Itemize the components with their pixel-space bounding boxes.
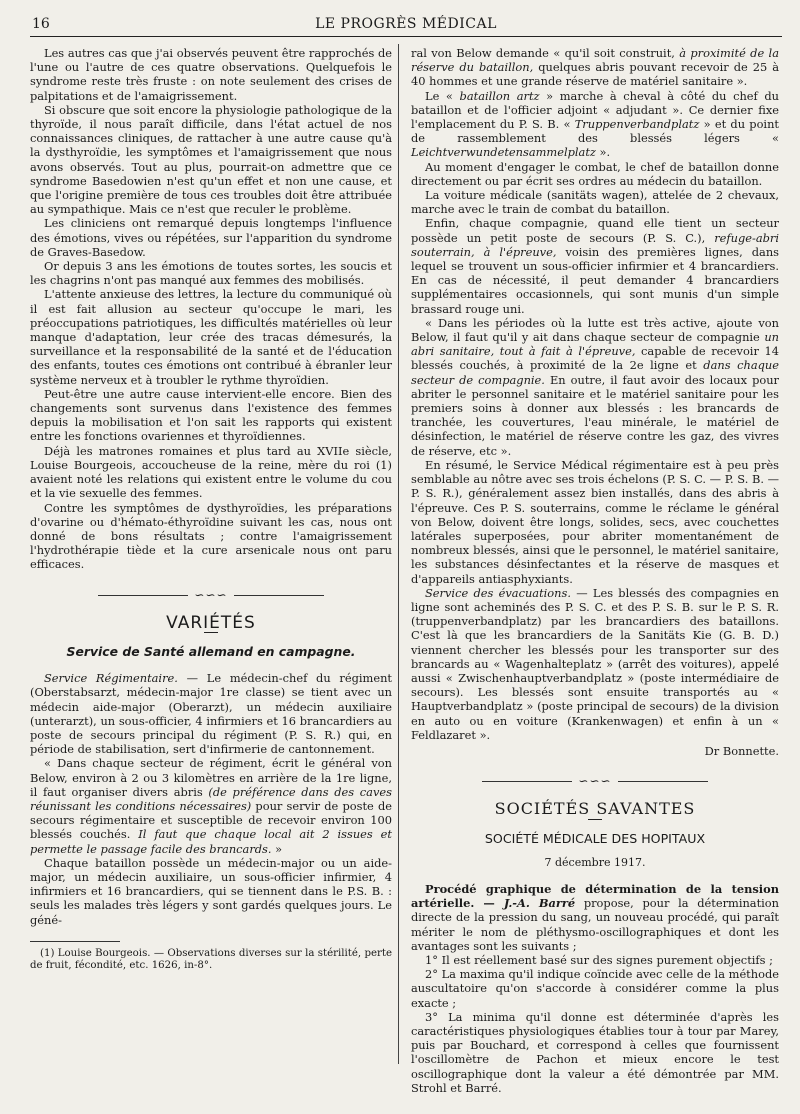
paragraph: La voiture médicale (sanitäts wagen), attelée de 2 chevaux, marche avec le train de combat du bataillon. [411, 188, 779, 217]
paragraph: L'attente anxieuse des lettres, la lecture du communiqué où il est fait allusion au secteur qu'occupe le mari, les préoccupations patriotiques, les difficultés matérielles où leur manque d'adaptation, leur crée des tracas démesurés, la surveillance et la responsabilité de la santé et de l'éducation des enfants, toutes ces émotions ont contribué à ébranler leur système nerveux et à troubler le rythme thyroïdien. [30, 287, 392, 387]
paragraph: Or depuis 3 ans les émotions de toutes sortes, les soucis et les chagrins n'ont pas manqué aux femmes des mobilisés. [30, 259, 392, 288]
article-subtitle: Service de Santé allemand en campagne. [66, 643, 356, 659]
paragraph: 2° La maxima qu'il indique coïncide avec celle de la méthode auscultatoire qu'on s'accorde à considérer comme la plus exacte ; [411, 967, 779, 1010]
paragraph: Service Régimentaire. — Le médecin-chef du régiment (Oberstabsarzt, médecin-major 1re classe) se tient avec un médecin aide-major (Oberarzt), un médecin auxiliaire (unterarzt), un sous-officier, 4 infirmiers et 16 brancardiers au poste de secours principal du régiment (P. S. R.) qui, en période de stabilisation, sert d'infirmerie de cantonnement. [30, 671, 392, 757]
paragraph: 3° La minima qu'il donne est déterminée d'après les caractéristiques physiologiques établies tour à tour par Marey, puis par Bouchard, et correspond à celles que fournissent l'oscillomètre de Pachon et mieux encore le test oscillographique dont la valeur a été démontrée par MM. Strohl et Barré. [411, 1009, 779, 1095]
run-in-heading: Service Régimentaire. [44, 671, 178, 686]
paragraph: Les autres cas que j'ai observés peuvent être rapprochés de l'une ou l'autre de ces quatre observations. Quelquefois le syndrome reste très fruste : on note seulement des crises de palpitations et de l'amaigrissement. [30, 46, 392, 103]
paragraph: « Dans chaque secteur de régiment, écrit le général von Below, environ à 2 ou 3 kilomètres en arrière de la 1re ligne, il faut organiser divers abris (de préférence dans des caves réunissant les conditions nécessaires) pour servir de poste de secours régimentaire et susceptible de recevoir environ 100 blessés couchés. Il faut que chaque local ait 2 issues et permette le passage facile des brancards. » [30, 756, 392, 856]
communication-author: J.-A. Barré [503, 896, 576, 911]
paragraph: Enfin, chaque compagnie, quand elle tient un secteur possède un petit poste de secours (P. S. C.), refuge-abri souterrain, à l'épreuve, voisin des premières lignes, dans lequel se trouvent un sous-officier infirmier et 4 brancardiers. En cas de nécessité, il peut demander 4 brancardiers supplémentaires occasionnels, qui sont munis d'un simple brassard rouge uni. [411, 216, 780, 316]
paragraph: Les cliniciens ont remarqué depuis longtemps l'influence des émotions, vives ou répétées, sur l'apparition du syndrome de Graves-Basedow. [30, 216, 392, 259]
paragraph: Chaque bataillon possède un médecin-major ou un aide-major, un médecin auxiliaire, un sous-officier infirmier, 4 infirmiers et 16 brancardiers, qui se tiennent dans le P.S. B. : seuls les malades très légers y sont gardés quelques jours. Le géné- [30, 855, 392, 927]
footnote-rule [30, 941, 120, 942]
ornament-divider: ∽∽∽ [411, 774, 779, 788]
ornament-divider: ∽∽∽ [30, 588, 392, 602]
paragraph: En résumé, le Service Médical régimentaire est à peu près semblable au nôtre avec ses trois échelons (P. S. C. — P. S. B. — P. S. R.), généralement assez bien installés, dans des abris à l'épreuve. Ces P. S. souterrains, comme le réclame le général von Below, doivent être longs, solides, secs, avec couchettes latérales superposées, pour abriter momentanément de nombreux blessés, ainsi que le personnel, le matériel sanitaire, les substances désinfectantes et la réserve de masques et d'appareils antiasphyxiants. [411, 457, 779, 586]
running-title: LE PROGRÈS MÉDICAL [315, 16, 497, 32]
paragraph: Procédé graphique de détermination de la tension artérielle. — J.-A. Barré propose, pour la détermination directe de la pression du sang, un nouveau procédé, qui paraît mériter le nom de pléthysmo-oscillographiques et dont les avantages sont les suivants ; [411, 881, 779, 953]
page-number: 16 [32, 16, 50, 32]
paragraph: Si obscure que soit encore la physiologie pathologique de la thyroïde, il nous paraît difficile, dans l'état actuel de nos connaissances cliniques, de rattacher à une autre cause qu'à la dysthyroïdie, les symptômes et l'amaigrissement que nous avons observés. Tout au plus, pourrait-on admettre que ce syndrome Basedowien n'est qu'un effet et non une cause, et que l'origine première de tous ces troubles doit être attribuée au sympathique. Mais ce n'est que reculer le problème. [30, 102, 392, 217]
run-in-heading: Service des évacuations. [425, 585, 571, 600]
paragraph: Déjà les matrones romaines et plus tard au XVIIe siècle, Louise Bourgeois, accoucheuse de la reine, mère du roi (1) avaient noté les relations qui existent entre le volume du cou et la vie sexuelle des femmes. [30, 443, 392, 501]
left-column [30, 46, 392, 972]
paragraph: ral von Below demande « qu'il soit construit, à proximité de la réserve du bataillon, quelques abris pouvant recevoir de 25 à 40 hommes et une grande réserve de matériel sanitaire ». [411, 46, 779, 89]
paragraph: Peut-être une autre cause intervient-elle encore. Bien des changements sont survenus dans l'existence des femmes depuis la mobilisation et l'on sait les rapports qui existent entre les fonctions ovariennes et thyroïdiennes. [30, 386, 392, 444]
paragraph: Service des évacuations. — Les blessés des compagnies en ligne sont acheminés des P. S. C. et des P. S. B. sur le P. S. R. (truppenverbandplatz) par les brancardiers des bataillons. C'est là que les brancardiers de la Sanitäts Kie (G. B. D.) viennent chercher les blessés pour les transporter sur des brancards au « Wagenhalteplatz » (arrêt des voitures), appelé aussi « Zwischenhauptverbandplatz » (poste intermédiaire de secours). Les blessés sont ensuite transportés au « Hauptverbandplatz » (poste principal de secours) de la division en auto ou en voiture (Krankenwagen) et enfin à un « Feldlazaret ». [411, 585, 779, 742]
footnote: (1) Louise Bourgeois. — Observations diverses sur la stérilité, perte de fruit, fécondité, etc. 1626, in-8°. [30, 947, 392, 971]
paragraph: « Dans les périodes où la lutte est très active, ajoute von Below, il faut qu'il y ait dans chaque secteur de compagnie un abri sanitaire, tout à fait à l'épreuve, capable de recevoir 14 blessés couchés, à proximité de la 2e ligne et dans chaque secteur de compagnie. En outre, il faut avoir des locaux pour abriter le personnel sanitaire et le matériel sanitaire pour les premiers soins à donner aux blessés : les brancards de tranchée, les couvertures, l'eau minérale, le matériel de désinfection, le matériel de réserve contre les gaz, des vivres de réserve, etc ». [411, 315, 779, 458]
section-title-societes: SOCIÉTÉS SAVANTES [494, 799, 696, 819]
author-signature: Dr Bonnette. [704, 743, 779, 758]
society-title: SOCIÉTÉ MÉDICALE DES HOPITAUX [484, 830, 706, 846]
section-title-varietes: VARIÉTÉS [166, 612, 256, 633]
communication-title: Procédé graphique de détermination de la tension artérielle. — [411, 881, 779, 911]
right-column [411, 46, 779, 1095]
paragraph: Contre les symptômes de dysthyroïdies, les préparations d'ovarine ou d'hémato-éthyroïdine suivant les cas, nous ont donné de bons résultats ; contre l'amaigrissement l'hydrothérapie tiède et la cure arsenicale nous ont paru efficaces. [30, 500, 392, 572]
session-date: 7 décembre 1917. [544, 855, 646, 869]
title-dash [588, 819, 602, 820]
page-header [30, 14, 782, 37]
paragraph: 1° Il est réellement basé sur des signes purement objectifs ; [425, 952, 773, 967]
paragraph: Le « bataillon artz » marche à cheval à côté du chef du bataillon et de l'officier adjoint « adjudant ». Ce dernier fixe l'emplacement du P. S. B. « Truppenverbandplatz » et du point de rassemblement des blessés légers « Leichtverwundetensammelplatz ». [411, 88, 779, 160]
paragraph: Au moment d'engager le combat, le chef de bataillon donne directement ou par écrit ses ordres au médecin du bataillon. [411, 159, 779, 188]
column-divider [398, 44, 399, 1064]
